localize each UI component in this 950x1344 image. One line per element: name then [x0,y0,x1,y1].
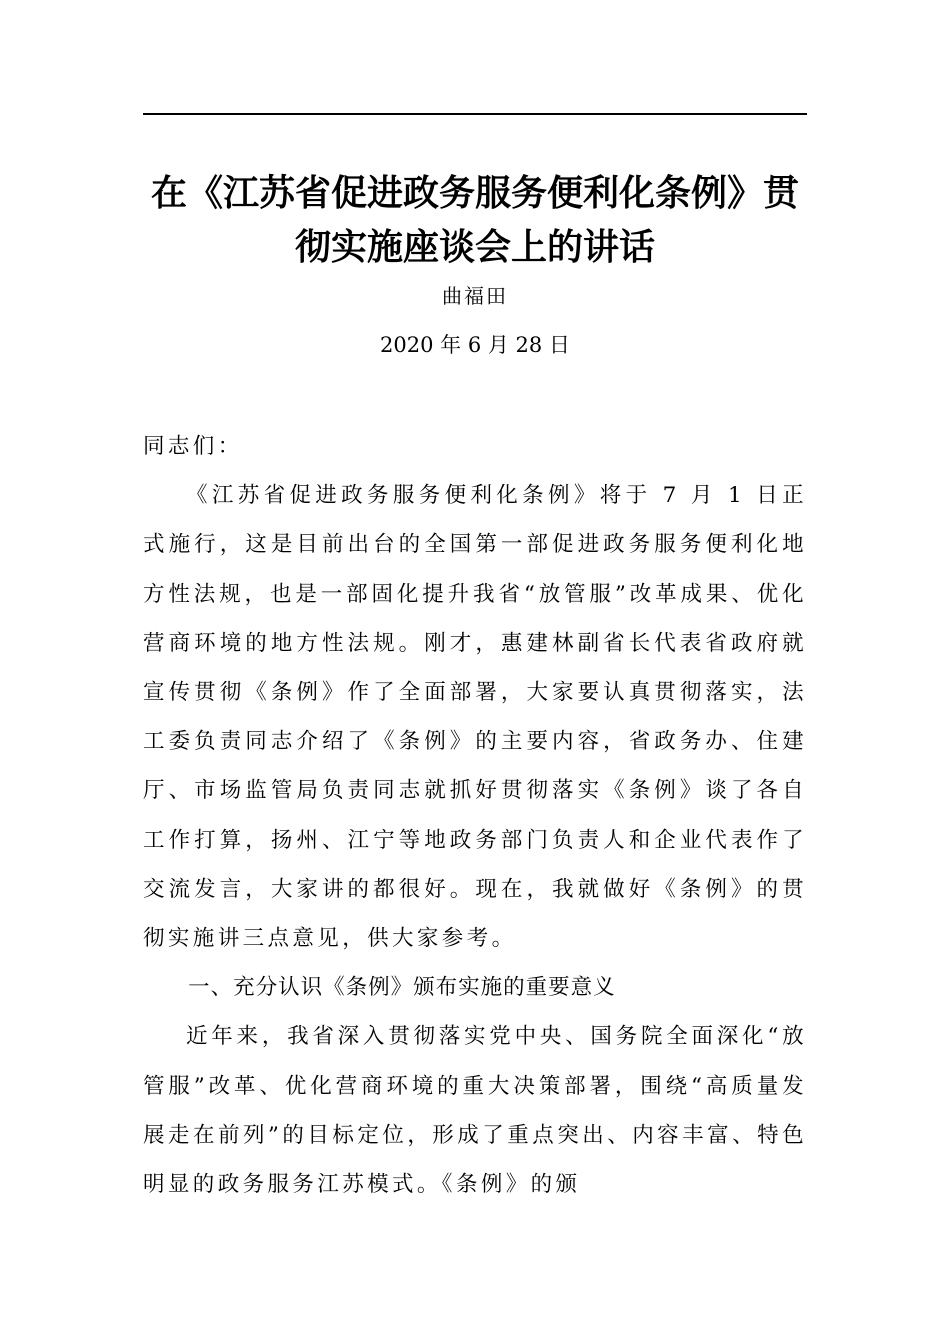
body-paragraph: 《江苏省促进政务服务便利化条例》将于 7 月 1 日正式施行，这是目前出台的全国第一部促进政务服务便利化地方性法规，也是一部固化提升我省“放管服”改革成果、优化营商环境的地方性法规。刚才，惠建林副省长代表省政府就宣传贯彻《条例》作了全面部署，大家要认真贯彻落实，法工委负责同志介绍了《条例》的主要内容，省政务办、住建厅、市场监管局负责同志就抓好贯彻落实《条例》谈了各自工作打算，扬州、江宁等地政务部门负责人和企业代表作了交流发言，大家讲的都很好。现在，我就做好《条例》的贯彻实施讲三点意见，供大家参考。 [143,483,807,952]
speech-body [143,422,807,1209]
document-title: 在《江苏省促进政务服务便利化条例》贯彻实施座谈会上的讲话 [150,172,799,268]
header-rule [143,113,807,115]
speech-date: 2020 年 6 月 28 日 [380,333,570,357]
section-paragraph: 近年来，我省深入贯彻落实党中央、国务院全面深化“放管服”改革、优化营商环境的重大决策部署，围绕“高质量发展走在前列”的目标定位，形成了重点突出、内容丰富、特色明显的政务服务江苏模式。《条例》的颁 [143,1024,807,1198]
salutation: 同志们： [143,434,243,459]
author-name: 曲福田 [442,284,508,308]
section-heading: 一、充分认识《条例》颁布实施的重要意义 [188,975,616,1001]
